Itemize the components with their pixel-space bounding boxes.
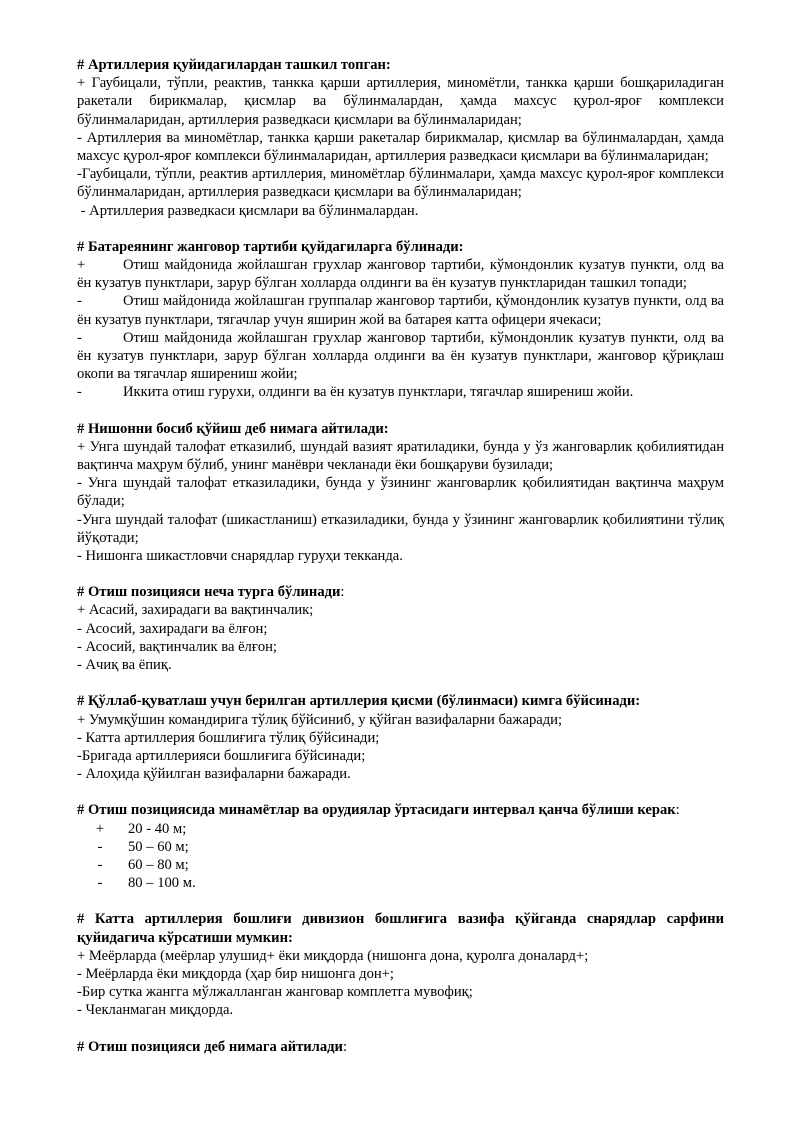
answer-option: + Унга шундай талофат етказилиб, шундай вазият яратиладики, бунда у ўз жанговарлик қобилиятидан вақтинча маҳрум бўлиб, унинг манёври чекланади ёки бошқаруви бузилади; <box>77 438 724 474</box>
question-title: # Артиллерия қуйидагилардан ташкил топган: <box>77 57 391 73</box>
answer-marker: - <box>77 293 82 310</box>
answer-marker: - <box>77 384 82 401</box>
answer-option <box>77 256 724 292</box>
answer-option: + Меёрларда (меёрлар улушид+ ёки миқдорда (нишонга дона, қуролга доналард+; <box>77 947 589 964</box>
answer-option: - Артиллерия разведкаси қисмлари ва бўлинмалардан. <box>77 202 419 219</box>
answer-option: - Асосий, захирадаги ва ёлғон; <box>77 620 268 637</box>
question-colon: : <box>342 1038 348 1055</box>
answer-text: 80 – 100 м. <box>128 875 196 892</box>
question-title <box>77 1038 724 1056</box>
answer-option: - Унга шундай талофат етказиладики, бунда у ўзининг жанговарлик қобилиятидан вақтинча маҳрум бўлади; <box>77 475 724 510</box>
question-title: # Батареянинг жанговор тартиби қуйдагиларга бўлинади: <box>77 238 464 255</box>
answer-option: + Умумқўшин командирига тўлиқ бўйсиниб, у қўйган вазифаларни бажаради; <box>77 711 563 728</box>
question-title <box>77 583 724 601</box>
question-text: # Отиш позицияси деб нимага айтилади <box>77 1038 343 1055</box>
answer-option <box>77 874 724 892</box>
answer-text: Отиш майдонида жойлашган грухлар жанговор тартиби, кўмондонлик кузатув пункти, олд ва ён кузатув пунктлари, зарур бўлган холларда олдинги ва ён кузатув пунктлари, жанговор қўриқлаш окопи ва тягачлар яширениш жойи; <box>77 329 724 383</box>
answer-marker: - <box>97 875 103 892</box>
question-colon: : <box>675 802 680 819</box>
answer-marker: + <box>77 257 86 274</box>
answer-option <box>77 856 724 874</box>
answer-option: + Гаубицали, тўпли, реактив, танкка қарши артиллерия, миномётли, танкка қарши бошқариладиган ракетали бирикмалар, қисмлар ва бўлинмалардан, ҳамда махсус қурол-яроғ комплекси бўлинмаларидан, артиллерия разведкаси қисмлари ва бўлинмаларидан; <box>77 75 724 128</box>
question-block <box>77 238 724 402</box>
answer-option <box>77 329 724 384</box>
question-block <box>77 56 724 220</box>
question-block <box>77 583 724 674</box>
answer-option: - Катта артиллерия бошлиғига тўлиқ бўйсинади; <box>77 729 380 746</box>
answer-marker: + <box>95 820 105 837</box>
answer-option: - Чекланмаган миқдорда. <box>77 1002 234 1019</box>
answer-option: - Меёрларда ёки миқдорда (ҳар бир нишонга дон+; <box>77 965 394 982</box>
question-colon: : <box>340 584 345 601</box>
question-title: # Қўллаб-қуватлаш учун берилган артиллерия қисми (бўлинмаси) кимга бўйсинади: <box>77 693 641 710</box>
answer-option: - Ачиқ ва ёпиқ. <box>77 657 172 674</box>
question-title <box>77 801 724 819</box>
answer-option: -Бир сутка жангга мўлжалланган жанговар комплетга мувофиқ; <box>77 984 473 1001</box>
question-text: # Отиш позицияси неча турга бўлинади <box>77 584 341 601</box>
question-title: # Нишонни босиб қўйиш деб нимага айтилади: <box>77 420 389 437</box>
question-text: # Отиш позициясида минамётлар ва орудиялар ўртасидаги интервал қанча бўлиши керак <box>77 802 676 819</box>
answer-text: 50 – 60 м; <box>128 838 189 855</box>
answer-text: Иккита отиш гурухи, олдинги ва ён кузатув пунктлари, тягачлар яширениш жойи. <box>123 384 634 401</box>
question-title: # Катта артиллерия бошлиғи дивизион бошлиғига вазифа қўйганда снарядлар сарфини қуйидагича кўрсатиши мумкин: <box>77 911 724 946</box>
question-block <box>77 1038 724 1056</box>
answer-text: 20 - 40 м; <box>128 820 187 837</box>
answer-text: Отиш майдонида жойлашган грухлар жанговор тартиби, кўмондонлик кузатув пункти, олд ва ён кузатув пунктлари, зарур бўлган холларда олдинги ва ён кузатув пунктларидан ташкил топади; <box>77 257 724 292</box>
answer-option: -Гаубицали, тўпли, реактив артиллерия, миномётлар бўлинмалари, ҳамда махсус қурол-яроғ комплекси бўлинмаларидан, артиллерия разведкаси қисмлари ва бўлинмаларидан; <box>77 166 724 201</box>
question-block <box>77 692 724 783</box>
answer-text: Отиш майдонида жойлашган группалар жанговор тартиби, қўмондонлик кузатув пункти, олд ва ён кузатув пунктлари, тягачлар учун яширин жой ва батарея катта офицери ячекаси; <box>77 293 724 328</box>
answer-option: - Артиллерия ва миномётлар, танкка қарши ракеталар бирикмалар, қисмлар ва бўлинмалардан, ҳамда махсус қурол-яроғ комплекси бўлинмаларидан, артиллерия разведкаси қисмлари ва бўлинмаларидан; <box>77 129 724 165</box>
answer-marker: - <box>97 838 103 855</box>
answer-option: - Асосий, вақтинчалик ва ёлғон; <box>77 638 277 655</box>
answer-option <box>77 383 724 401</box>
question-block <box>77 420 724 566</box>
answer-option <box>77 838 724 856</box>
answer-marker: - <box>77 329 82 346</box>
question-block <box>77 910 724 1019</box>
answer-option: - Нишонга шикастловчи снарядлар гуруҳи текканда. <box>77 548 403 565</box>
answer-marker: - <box>97 856 103 873</box>
answer-text: 60 – 80 м; <box>128 856 189 873</box>
answer-option: -Унга шундай талофат (шикастланиш) етказиладики, бунда у ўзининг жанговарлик қобилиятини тўлиқ йўқотади; <box>77 511 724 546</box>
answer-option <box>77 820 724 838</box>
answer-list <box>77 820 724 893</box>
answer-option: - Алоҳида қўйилган вазифаларни бажаради. <box>77 766 351 783</box>
answer-option <box>77 292 724 328</box>
question-block <box>77 801 724 892</box>
answer-option: + Асасий, захирадаги ва вақтинчалик; <box>77 602 314 619</box>
answer-option: -Бригада артиллерияси бошлиғига бўйсинади; <box>77 747 366 764</box>
